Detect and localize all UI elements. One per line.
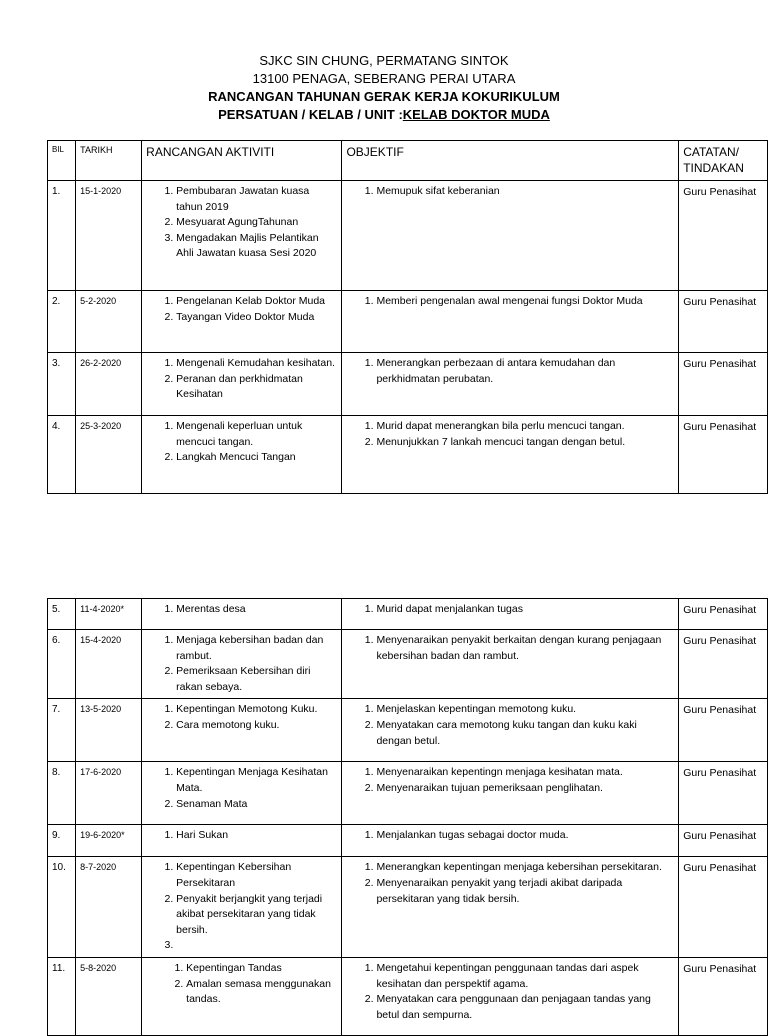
cell-aktiviti: [142, 353, 342, 416]
aktiviti-list: [146, 765, 337, 812]
list-item: 3. Mengadakan Majlis Pelantikan Ahli Jawatan kuasa Sesi 2020: [176, 231, 337, 262]
cell-aktiviti: [142, 291, 342, 353]
list-item: 2. Menyatakan cara memotong kuku tangan dan kuku kaki dengan betul.: [376, 718, 674, 749]
column-header-objektif: OBJEKTIF: [342, 141, 679, 181]
cell-tarikh: 25-3-2020: [76, 416, 142, 494]
list-item: 2. Menyenaraikan tujuan pemeriksaan penglihatan.: [376, 781, 674, 797]
cell-bil: 5.: [48, 599, 76, 630]
list-item: 1. Kepentingan Menjaga Kesihatan Mata.: [176, 765, 337, 796]
list-item: 1. Merentas desa: [176, 602, 337, 618]
objektif-list: [346, 356, 674, 387]
list-item: 1. Menjaga kebersihan badan dan rambut.: [176, 633, 337, 664]
cell-objektif: [342, 181, 679, 291]
activity-table-part-1: [47, 140, 768, 494]
document-title: RANCANGAN TAHUNAN GERAK KERJA KOKURIKULUM: [208, 89, 560, 104]
cell-catatan: Guru Penasihat: [679, 416, 768, 494]
aktiviti-list: [146, 356, 337, 403]
cell-objektif: [342, 699, 679, 762]
objektif-list: [346, 860, 674, 907]
objektif-list: [346, 828, 674, 844]
list-item: 2. Pemeriksaan Kebersihan diri rakan sebaya.: [176, 664, 337, 695]
list-item: 1. Murid dapat menerangkan bila perlu mencuci tangan.: [376, 419, 674, 435]
list-item: 1. Menerangkan kepentingan menjaga kebersihan persekitaran.: [376, 860, 674, 876]
table-header-row: [48, 141, 768, 181]
aktiviti-list: [146, 184, 337, 262]
unit-name: KELAB DOKTOR MUDA: [402, 107, 550, 122]
cell-objektif: [342, 291, 679, 353]
list-item: 1. Menyenaraikan penyakit berkaitan dengan kurang penjagaan kebersihan badan dan rambut.: [376, 633, 674, 664]
cell-tarikh: 5-2-2020: [76, 291, 142, 353]
cell-bil: 11.: [48, 957, 76, 1035]
document-header: [0, 52, 768, 124]
table-row: [48, 291, 768, 353]
cell-objektif: [342, 353, 679, 416]
cell-catatan: Guru Penasihat: [679, 762, 768, 825]
column-header-aktiviti: RANCANGAN AKTIVITI: [142, 141, 342, 181]
objektif-list: [346, 602, 674, 618]
objektif-list: [346, 765, 674, 796]
cell-aktiviti: [142, 762, 342, 825]
objektif-list: [346, 294, 674, 310]
list-item: 1. Mengenali keperluan untuk mencuci tangan.: [176, 419, 337, 450]
list-item: 1. Kepentingan Tandas: [186, 961, 337, 977]
table-row: [48, 825, 768, 857]
table-row: [48, 353, 768, 416]
list-item: 1. Mengenali Kemudahan kesihatan.: [176, 356, 337, 372]
cell-catatan: Guru Penasihat: [679, 699, 768, 762]
table-row: [48, 699, 768, 762]
list-item: 1. Pembubaran Jawatan kuasa tahun 2019: [176, 184, 337, 215]
list-item: 1. Hari Sukan: [176, 828, 337, 844]
list-item: 1. Menjelaskan kepentingan memotong kuku.: [376, 702, 674, 718]
cell-catatan: Guru Penasihat: [679, 181, 768, 291]
cell-aktiviti: [142, 699, 342, 762]
list-item: 2. Tayangan Video Doktor Muda: [176, 310, 337, 326]
cell-bil: 10.: [48, 857, 76, 958]
list-item: 1. Mengetahui kepentingan penggunaan tandas dari aspek kesihatan dan perspektif agama.: [376, 961, 674, 992]
table-row: [48, 762, 768, 825]
cell-bil: 7.: [48, 699, 76, 762]
list-item: 2. Menyenaraikan penyakit yang terjadi akibat daripada persekitaran yang tidak bersih.: [376, 876, 674, 907]
list-item: 1. Kepentingan Memotong Kuku.: [176, 702, 337, 718]
list-item: 1. Pengelanan Kelab Doktor Muda: [176, 294, 337, 310]
aktiviti-list: [146, 602, 337, 618]
cell-catatan: Guru Penasihat: [679, 291, 768, 353]
list-item: 1. Menerangkan perbezaan di antara kemudahan dan perkhidmatan perubatan.: [376, 356, 674, 387]
table-row: [48, 630, 768, 699]
aktiviti-list: [146, 961, 337, 1008]
objektif-list: [346, 961, 674, 1023]
list-item: 1. Kepentingan Kebersihan Persekitaran: [176, 860, 337, 891]
cell-bil: 6.: [48, 630, 76, 699]
cell-objektif: [342, 630, 679, 699]
school-address: 13100 PENAGA, SEBERANG PERAI UTARA: [252, 71, 516, 86]
column-header-bil: BIL: [48, 141, 76, 181]
cell-tarikh: 8-7-2020: [76, 857, 142, 958]
cell-tarikh: 15-4-2020: [76, 630, 142, 699]
cell-aktiviti: [142, 630, 342, 699]
cell-aktiviti: [142, 181, 342, 291]
cell-objektif: [342, 599, 679, 630]
cell-catatan: Guru Penasihat: [679, 630, 768, 699]
cell-tarikh: 13-5-2020: [76, 699, 142, 762]
cell-objektif: [342, 825, 679, 857]
table-row: [48, 857, 768, 958]
cell-bil: 8.: [48, 762, 76, 825]
cell-tarikh: 19-6-2020*: [76, 825, 142, 857]
table-row: [48, 181, 768, 291]
cell-tarikh: 26-2-2020: [76, 353, 142, 416]
list-item: 2. Menunjukkan 7 lankah mencuci tangan dengan betul.: [376, 435, 674, 451]
cell-tarikh: 17-6-2020: [76, 762, 142, 825]
list-item: 2. Penyakit berjangkit yang terjadi akibat persekitaran yang tidak bersih.: [176, 892, 337, 939]
cell-bil: 2.: [48, 291, 76, 353]
list-item: 2. Langkah Mencuci Tangan: [176, 450, 337, 466]
list-item: 2. Senaman Mata: [176, 797, 337, 813]
aktiviti-list: [146, 828, 337, 844]
aktiviti-list: [146, 702, 337, 733]
aktiviti-list: [146, 860, 337, 954]
unit-line: [0, 106, 768, 124]
list-item: 2. Cara memotong kuku.: [176, 718, 337, 734]
aktiviti-list: [146, 294, 337, 325]
table-row: [48, 416, 768, 494]
list-item: 1. Murid dapat menjalankan tugas: [376, 602, 674, 618]
column-header-tarikh: TARIKH: [76, 141, 142, 181]
cell-bil: 3.: [48, 353, 76, 416]
objektif-list: [346, 184, 674, 200]
activity-table-part-2: [47, 598, 768, 1036]
objektif-list: [346, 633, 674, 664]
cell-aktiviti: [142, 599, 342, 630]
cell-tarikh: 15-1-2020: [76, 181, 142, 291]
cell-aktiviti: [142, 416, 342, 494]
aktiviti-list: [146, 633, 337, 695]
objektif-list: [346, 702, 674, 749]
cell-aktiviti: [142, 825, 342, 857]
list-item: 1. Menyenaraikan kepentingn menjaga kesihatan mata.: [376, 765, 674, 781]
list-item: [176, 938, 337, 954]
cell-tarikh: 11-4-2020*: [76, 599, 142, 630]
cell-catatan: Guru Penasihat: [679, 825, 768, 857]
school-name: SJKC SIN CHUNG, PERMATANG SINTOK: [259, 53, 509, 68]
unit-prefix: PERSATUAN / KELAB / UNIT :: [218, 107, 403, 122]
cell-catatan: Guru Penasihat: [679, 599, 768, 630]
cell-objektif: [342, 416, 679, 494]
objektif-list: [346, 419, 674, 450]
cell-aktiviti: [142, 857, 342, 958]
list-item: 2. Amalan semasa menggunakan tandas.: [186, 977, 337, 1008]
cell-catatan: Guru Penasihat: [679, 857, 768, 958]
cell-objektif: [342, 857, 679, 958]
cell-objektif: [342, 762, 679, 825]
cell-tarikh: 5-8-2020: [76, 957, 142, 1035]
list-item: 1. Memberi pengenalan awal mengenai fungsi Doktor Muda: [376, 294, 674, 310]
cell-bil: 4.: [48, 416, 76, 494]
column-header-catatan: CATATAN/ TINDAKAN: [679, 141, 768, 181]
list-item: 2. Mesyuarat AgungTahunan: [176, 215, 337, 231]
cell-catatan: Guru Penasihat: [679, 957, 768, 1035]
list-item: 1. Memupuk sifat keberanian: [376, 184, 674, 200]
cell-catatan: Guru Penasihat: [679, 353, 768, 416]
aktiviti-list: [146, 419, 337, 466]
list-item: 1. Menjalankan tugas sebagai doctor muda.: [376, 828, 674, 844]
cell-bil: 1.: [48, 181, 76, 291]
list-item: 2. Menyatakan cara penggunaan dan penjagaan tandas yang betul dan sempurna.: [376, 992, 674, 1023]
table-row: [48, 599, 768, 630]
cell-bil: 9.: [48, 825, 76, 857]
list-item: 2. Peranan dan perkhidmatan Kesihatan: [176, 372, 337, 403]
